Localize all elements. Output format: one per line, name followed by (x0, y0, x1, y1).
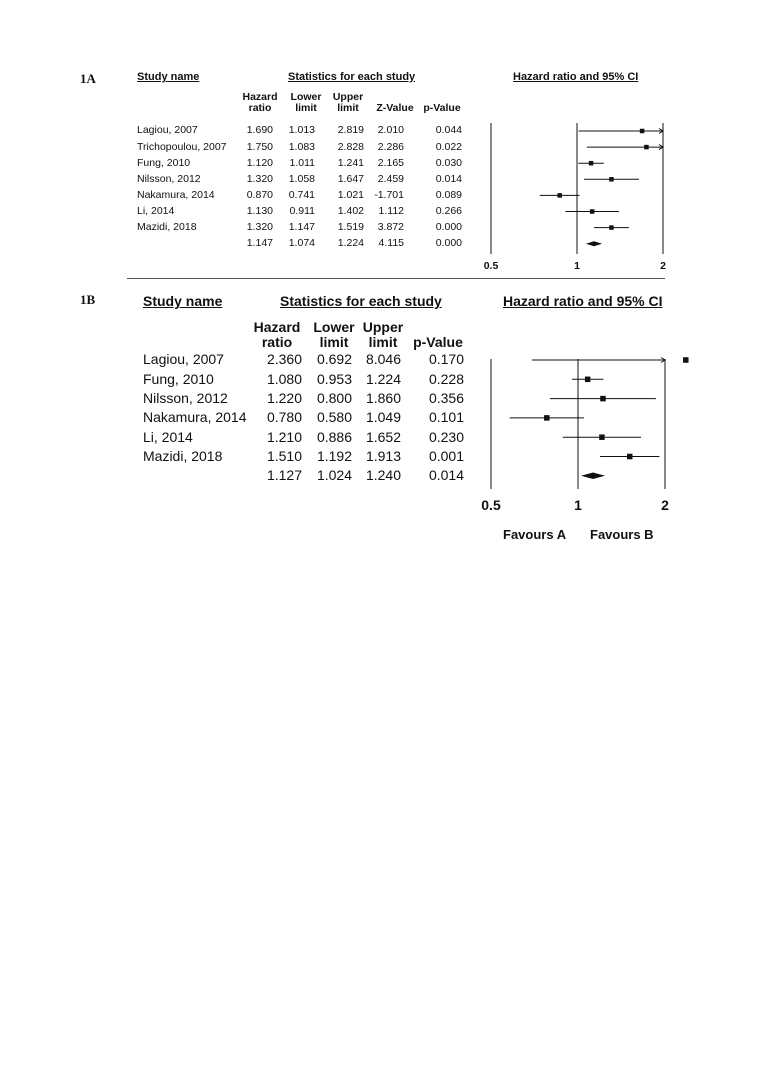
favours-label: Favours A (503, 527, 567, 542)
cell-upper: 1.913 (365, 447, 401, 464)
study-label: Trichopoulou, 2007 (137, 140, 227, 153)
cell-lower: 1.024 (316, 467, 352, 484)
cell-hr: 1.320 (246, 172, 273, 185)
panel-label: 1A (80, 71, 96, 86)
cell-upper: 2.828 (337, 140, 364, 153)
cell-upper: 1.224 (365, 370, 401, 387)
cell-p: 0.022 (435, 140, 462, 153)
study-label: Nilsson, 2012 (137, 172, 201, 185)
cell-hr: 1.127 (266, 467, 302, 484)
cell-lower: 0.580 (316, 409, 352, 426)
column-header: Lower limit (290, 91, 322, 115)
study-label: Fung, 2010 (143, 370, 214, 387)
cell-upper: 1.647 (337, 172, 364, 185)
cell-hr: 1.130 (246, 204, 273, 217)
cell-lower: 1.013 (288, 124, 315, 137)
cell-upper: 1.652 (365, 428, 401, 445)
cell-upper: 1.860 (365, 389, 401, 406)
cell-lower: 1.058 (288, 172, 315, 185)
column-header: Hazard ratio (242, 91, 278, 115)
favours-label: Favours B (590, 527, 654, 542)
cell-hr: 1.510 (266, 447, 302, 464)
x-tick-label: 2 (660, 260, 666, 272)
cell-hr: 1.320 (246, 221, 273, 234)
cell-upper: 1.224 (337, 237, 364, 250)
cell-upper: 1.049 (365, 409, 401, 426)
cell-z: 3.872 (377, 221, 404, 234)
cell-p: 0.089 (435, 188, 462, 201)
cell-lower: 0.886 (316, 428, 352, 445)
cell-upper: 1.240 (365, 467, 401, 484)
cell-p: 0.101 (428, 409, 464, 426)
cell-z: -1.701 (374, 188, 404, 201)
cell-p: 0.230 (428, 428, 464, 445)
study-label: Nakamura, 2014 (137, 188, 215, 201)
study-label: Fung, 2010 (137, 156, 191, 169)
statistics-header: Statistics for each study (288, 71, 416, 83)
cell-upper: 1.402 (337, 204, 364, 217)
plot-title: Hazard ratio and 95% CI (513, 71, 639, 83)
cell-lower: 1.147 (288, 221, 315, 234)
x-tick-label: 1 (574, 497, 582, 513)
cell-hr: 1.120 (246, 156, 273, 169)
cell-upper: 2.819 (337, 124, 364, 137)
column-header: Z-Value (376, 102, 414, 115)
study-label: Li, 2014 (143, 428, 193, 445)
cell-lower: 0.911 (289, 204, 315, 217)
x-tick-label: 2 (661, 497, 669, 513)
cell-z: 2.165 (377, 156, 404, 169)
column-header: p-Value (423, 102, 461, 115)
cell-p: 0.266 (435, 204, 462, 217)
cell-lower: 0.800 (316, 389, 352, 406)
x-tick-label: 1 (574, 260, 580, 272)
cell-lower: 1.192 (316, 447, 352, 464)
column-header: Lower limit (313, 319, 355, 350)
cell-hr: 1.750 (246, 140, 273, 153)
cell-p: 0.030 (435, 156, 462, 169)
cell-p: 0.044 (435, 124, 462, 137)
cell-upper: 1.519 (337, 221, 364, 234)
cell-upper: 1.241 (337, 156, 364, 169)
point-estimate (627, 454, 633, 460)
cell-p: 0.170 (428, 351, 464, 368)
cell-lower: 0.953 (316, 370, 352, 387)
cell-hr: 1.690 (246, 124, 273, 137)
cell-z: 2.286 (377, 140, 404, 153)
cell-lower: 1.011 (289, 156, 315, 169)
cell-hr: 2.360 (266, 351, 302, 368)
column-header: p-Value (413, 333, 463, 350)
x-tick-label: 0.5 (481, 497, 501, 513)
cell-hr: 1.147 (246, 237, 273, 250)
point-estimate (585, 377, 591, 383)
cell-z: 2.010 (377, 124, 404, 137)
cell-p: 0.000 (435, 221, 462, 234)
study-label: Li, 2014 (137, 204, 175, 217)
cell-p: 0.001 (428, 447, 464, 464)
point-estimate (600, 396, 606, 402)
cell-z: 4.115 (378, 237, 404, 250)
cell-p: 0.014 (435, 172, 462, 185)
cell-upper: 1.021 (337, 188, 364, 201)
cell-p: 0.228 (428, 370, 464, 387)
study-label: Mazidi, 2018 (137, 221, 197, 234)
statistics-header: Statistics for each study (280, 293, 442, 309)
point-estimate (544, 415, 550, 421)
cell-hr: 1.080 (266, 370, 302, 387)
plot-title: Hazard ratio and 95% CI (503, 293, 663, 309)
cell-p: 0.014 (428, 467, 464, 484)
cell-hr: 0.870 (246, 188, 273, 201)
cell-lower: 1.074 (288, 237, 315, 250)
point-estimate (683, 357, 689, 363)
column-header: Hazard ratio (253, 319, 301, 350)
study-name-header: Study name (137, 71, 200, 83)
panel-label: 1B (80, 292, 96, 307)
x-tick-label: 0.5 (483, 260, 499, 272)
study-name-header: Study name (143, 293, 223, 309)
column-header: Upper limit (332, 91, 364, 115)
cell-z: 2.459 (377, 172, 404, 185)
study-label: Nilsson, 2012 (143, 389, 228, 406)
cell-upper: 8.046 (365, 351, 401, 368)
cell-lower: 1.083 (288, 140, 315, 153)
study-label: Nakamura, 2014 (143, 409, 247, 426)
cell-lower: 0.741 (288, 188, 315, 201)
study-label: Mazidi, 2018 (143, 447, 223, 464)
cell-hr: 0.780 (266, 409, 302, 426)
cell-hr: 1.210 (266, 428, 302, 445)
cell-p: 0.000 (435, 237, 462, 250)
study-label: Lagiou, 2007 (143, 351, 224, 368)
column-header: Upper limit (362, 319, 404, 350)
study-label: Lagiou, 2007 (137, 124, 198, 137)
cell-p: 0.356 (428, 389, 464, 406)
cell-lower: 0.692 (316, 351, 352, 368)
summary-diamond (581, 473, 605, 480)
cell-z: 1.112 (378, 204, 404, 217)
cell-hr: 1.220 (266, 389, 302, 406)
point-estimate (599, 434, 605, 440)
